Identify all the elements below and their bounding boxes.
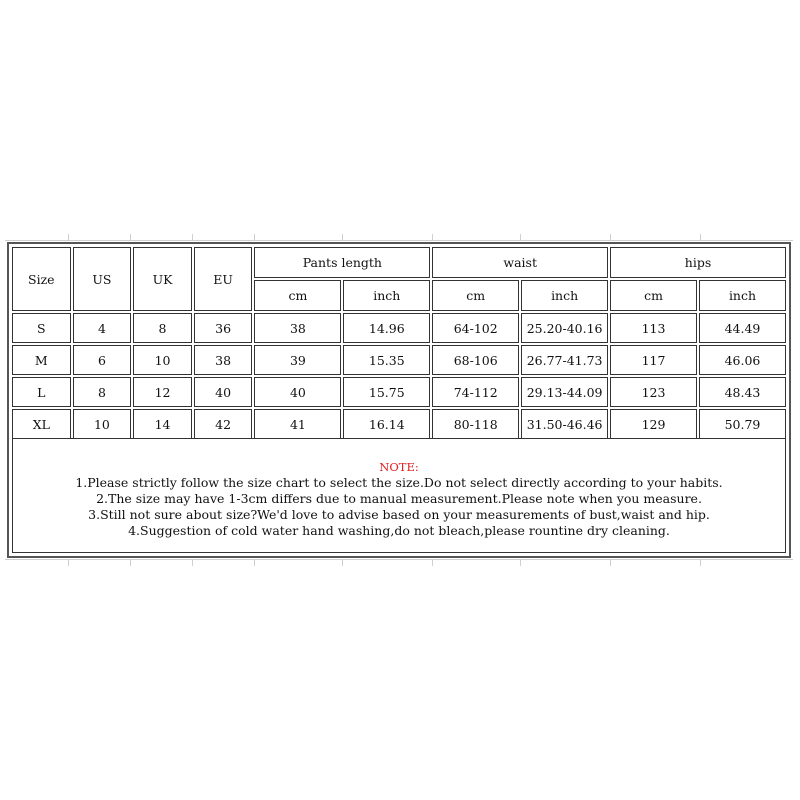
note-line-3: 3.Still not sure about size?We'd love to advise based on your measurements of bust,waist and hip. [88, 507, 710, 522]
cell-pants-cm: 41 [254, 409, 341, 439]
cell-pants-inch: 14.96 [343, 313, 430, 343]
tick-mark [432, 234, 433, 240]
tick-mark [192, 560, 193, 566]
cell-pants-inch: 15.35 [343, 345, 430, 375]
cell-waist-cm: 80-118 [432, 409, 519, 439]
header-eu: EU [194, 247, 253, 311]
cell-hips-inch: 48.43 [699, 377, 786, 407]
tick-mark [130, 234, 131, 240]
tick-mark [342, 560, 343, 566]
cell-uk: 12 [133, 377, 192, 407]
cell-us: 4 [73, 313, 132, 343]
cell-pants-cm: 39 [254, 345, 341, 375]
tick-mark [254, 560, 255, 566]
cell-waist-inch: 31.50-46.46 [521, 409, 608, 439]
cell-hips-inch: 44.49 [699, 313, 786, 343]
tick-mark [520, 234, 521, 240]
cell-eu: 42 [194, 409, 253, 439]
cell-size: L [12, 377, 71, 407]
cell-waist-cm: 64-102 [432, 313, 519, 343]
cell-hips-cm: 117 [610, 345, 697, 375]
header-waist-cm: cm [432, 280, 519, 311]
header-us: US [73, 247, 132, 311]
cell-hips-inch: 46.06 [699, 345, 786, 375]
cell-hips-cm: 123 [610, 377, 697, 407]
cell-pants-inch: 16.14 [343, 409, 430, 439]
tick-mark [342, 234, 343, 240]
tick-mark [700, 234, 701, 240]
tick-mark [192, 234, 193, 240]
header-uk: UK [133, 247, 192, 311]
table-row [12, 313, 786, 343]
cell-waist-inch: 26.77-41.73 [521, 345, 608, 375]
tick-mark [610, 560, 611, 566]
cell-size: M [12, 345, 71, 375]
header-waist: waist [432, 247, 608, 278]
cell-waist-cm: 68-106 [432, 345, 519, 375]
table-row [12, 377, 786, 407]
cell-eu: 38 [194, 345, 253, 375]
header-hips-cm: cm [610, 280, 697, 311]
cell-hips-cm: 113 [610, 313, 697, 343]
cell-eu: 36 [194, 313, 253, 343]
tick-mark [432, 560, 433, 566]
size-chart [7, 242, 791, 558]
note-title: NOTE: [379, 460, 419, 474]
cell-size: XL [12, 409, 71, 439]
note-line-1: 1.Please strictly follow the size chart to select the size.Do not select directly according to your habits. [75, 475, 723, 490]
tick-mark [520, 560, 521, 566]
tick-mark [68, 560, 69, 566]
cell-size: S [12, 313, 71, 343]
tick-mark [700, 560, 701, 566]
header-hips-inch: inch [699, 280, 786, 311]
cell-us: 10 [73, 409, 132, 439]
size-table [10, 245, 788, 441]
cell-uk: 10 [133, 345, 192, 375]
cell-waist-inch: 25.20-40.16 [521, 313, 608, 343]
cell-us: 8 [73, 377, 132, 407]
tick-mark [130, 560, 131, 566]
note-line-2: 2.The size may have 1-3cm differs due to manual measurement.Please note when you measure. [96, 491, 702, 506]
cell-pants-cm: 38 [254, 313, 341, 343]
cell-waist-cm: 74-112 [432, 377, 519, 407]
cell-waist-inch: 29.13-44.09 [521, 377, 608, 407]
header-pants-length: Pants length [254, 247, 430, 278]
cell-us: 6 [73, 345, 132, 375]
cell-hips-cm: 129 [610, 409, 697, 439]
note-box [12, 438, 786, 553]
tick-mark [68, 234, 69, 240]
header-pants-inch: inch [343, 280, 430, 311]
header-waist-inch: inch [521, 280, 608, 311]
header-size: Size [12, 247, 71, 311]
note-line-4: 4.Suggestion of cold water hand washing,do not bleach,please rountine dry cleaning. [128, 523, 670, 538]
header-row-top [12, 247, 786, 278]
tick-mark [254, 234, 255, 240]
cell-eu: 40 [194, 377, 253, 407]
header-pants-cm: cm [254, 280, 341, 311]
cell-pants-cm: 40 [254, 377, 341, 407]
cell-uk: 14 [133, 409, 192, 439]
cell-hips-inch: 50.79 [699, 409, 786, 439]
tick-mark [610, 234, 611, 240]
cell-uk: 8 [133, 313, 192, 343]
header-hips: hips [610, 247, 786, 278]
table-row [12, 345, 786, 375]
table-row [12, 409, 786, 439]
cell-pants-inch: 15.75 [343, 377, 430, 407]
